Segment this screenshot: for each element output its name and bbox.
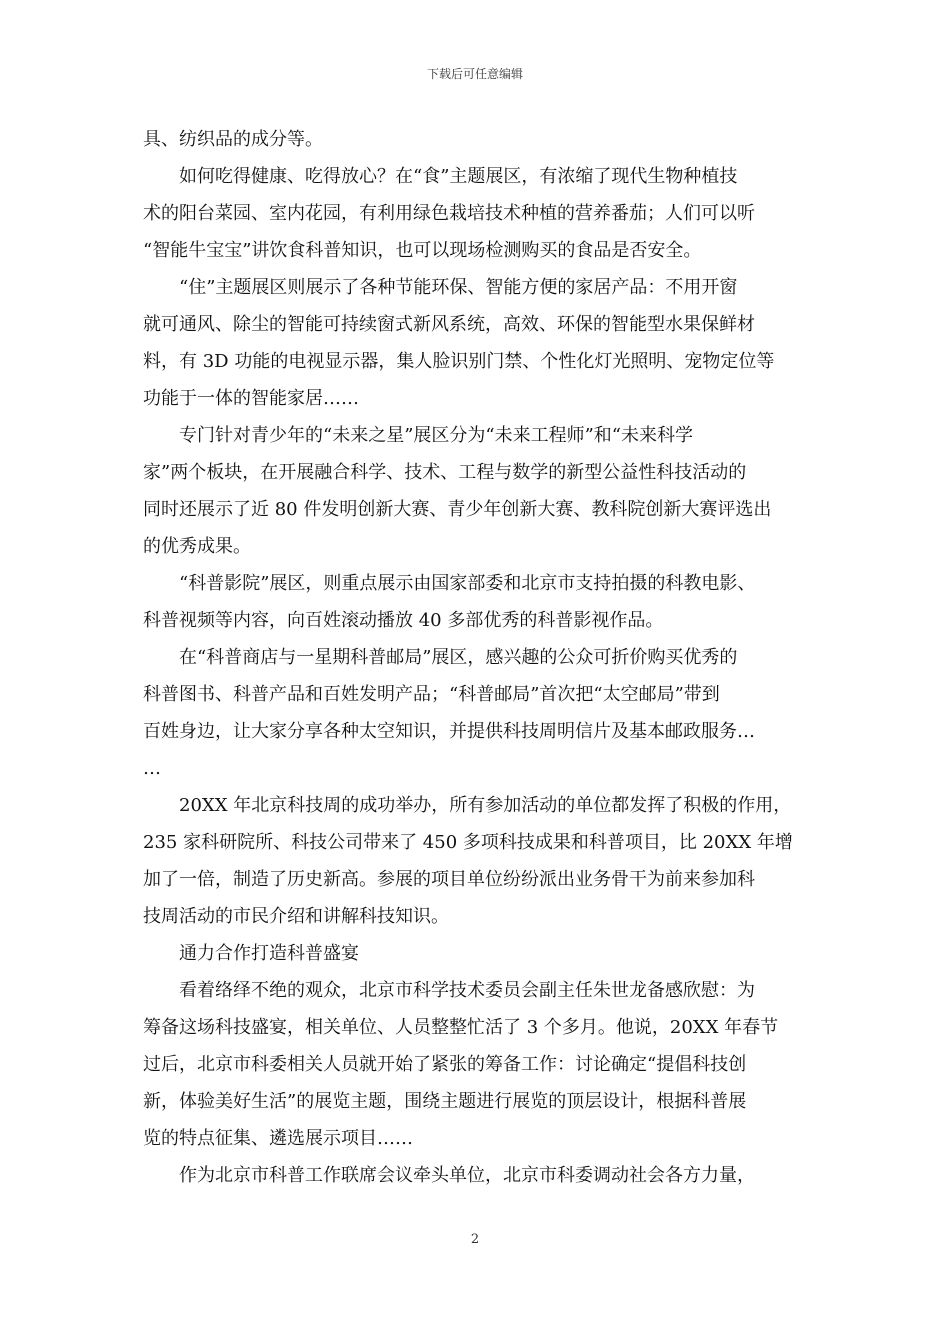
- text-line: 新，体验美好生活”的展览主题，围绕主题进行展览的顶层设计，根据科普展: [143, 1091, 747, 1112]
- text-line: 235 家科研院所、科技公司带来了 450 多项科技成果和科普项目，比 20XX 年增: [143, 832, 793, 853]
- text-line: 在“科普商店与一星期科普邮局”展区，感兴趣的公众可折价购买优秀的: [143, 647, 738, 668]
- text-line: 家”两个板块，在开展融合科学、技术、工程与数学的新型公益性科技活动的: [143, 462, 747, 483]
- text-line: 就可通风、除尘的智能可持续窗式新风系统，高效、环保的智能型水果保鲜材: [143, 314, 755, 335]
- text-line: 科普图书、科普产品和百姓发明产品；“科普邮局”首次把“太空邮局”带到: [143, 684, 720, 705]
- page-number: 2: [470, 1232, 480, 1247]
- text-line: 加了一倍，制造了历史新高。参展的项目单位纷纷派出业务骨干为前来参加科: [143, 869, 755, 890]
- document-body: [143, 121, 808, 1194]
- text-line: “住”主题展区则展示了各种节能环保、智能方便的家居产品：不用开窗: [143, 277, 738, 298]
- text-line: 功能于一体的智能家居……: [143, 388, 359, 409]
- text-line: 20XX 年北京科技周的成功举办，所有参加活动的单位都发挥了积极的作用，: [143, 795, 792, 816]
- text-line: 具、纺织品的成分等。: [143, 129, 323, 150]
- text-line: 术的阳台菜园、室内花园，有利用绿色栽培技术种植的营养番茄；人们可以听: [143, 203, 755, 224]
- text-line: 科普视频等内容，向百姓滚动播放 40 多部优秀的科普影视作品。: [143, 610, 664, 631]
- text-line: 作为北京市科普工作联席会议牵头单位，北京市科委调动社会各方力量，: [143, 1165, 755, 1186]
- text-line: 的优秀成果。: [143, 536, 251, 557]
- text-line: 看着络绎不绝的观众，北京市科学技术委员会副主任朱世龙备感欣慰：为: [143, 980, 755, 1001]
- text-line: 过后，北京市科委相关人员就开始了紧张的筹备工作：讨论确定“提倡科技创: [143, 1054, 747, 1075]
- text-line: 百姓身边，让大家分享各种太空知识，并提供科技周明信片及基本邮政服务…: [143, 721, 755, 742]
- text-line: 览的特点征集、遴选展示项目……: [143, 1128, 413, 1149]
- text-line: 同时还展示了近 80 件发明创新大赛、青少年创新大赛、教科院创新大赛评选出: [143, 499, 772, 520]
- text-line: 料，有 3D 功能的电视显示器，集人脸识别门禁、个性化灯光照明、宠物定位等: [143, 351, 775, 372]
- text-line: 筹备这场科技盛宴，相关单位、人员整整忙活了 3 个多月。他说，20XX 年春节: [143, 1017, 779, 1038]
- text-line: 专门针对青少年的“未来之星”展区分为“未来工程师”和“未来科学: [143, 425, 694, 446]
- text-line: 技周活动的市民介绍和讲解科技知识。: [143, 906, 449, 927]
- text-line: 通力合作打造科普盛宴: [143, 943, 359, 964]
- text-line: “科普影院”展区，则重点展示由国家部委和北京市支持拍摄的科教电影、: [143, 573, 756, 594]
- text-line: 如何吃得健康、吃得放心？在“食”主题展区，有浓缩了现代生物种植技: [143, 166, 738, 187]
- text-line: …: [143, 758, 161, 779]
- text-line: “智能牛宝宝”讲饮食科普知识，也可以现场检测购买的食品是否安全。: [143, 240, 702, 261]
- page-header: 下载后可任意编辑: [426, 67, 523, 81]
